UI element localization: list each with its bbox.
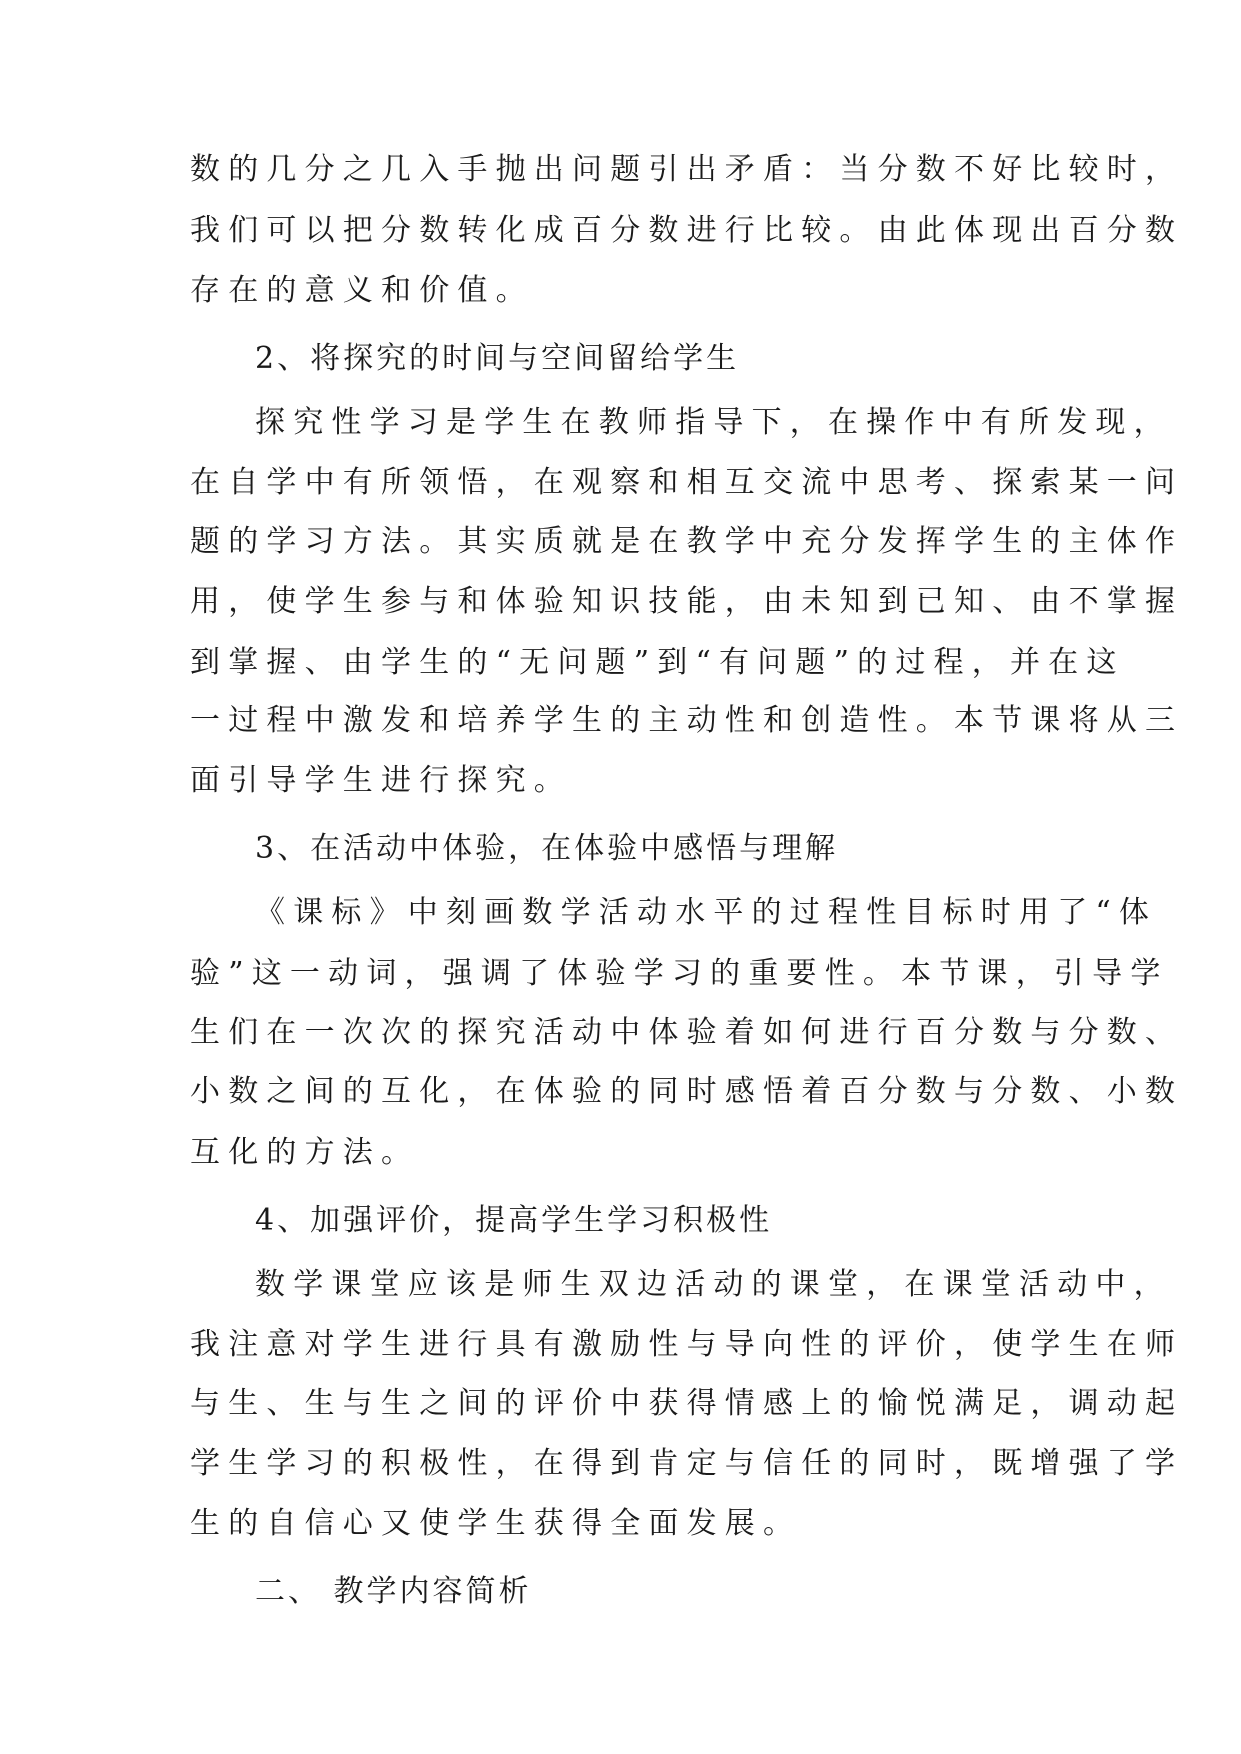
section-heading-two: 二、 教学内容简析 (255, 1574, 532, 1609)
text-line: 一过程中激发和培养学生的主动性和创造性。本节课将从三 (190, 703, 1184, 738)
text-line: 与生、生与生之间的评价中获得情感上的愉悦满足，调动起 (190, 1386, 1184, 1421)
section-heading-3: 3、在活动中体验，在体验中感悟与理解 (255, 831, 839, 866)
text-line: 验”这一动词，强调了体验学习的重要性。本节课，引导学 (190, 956, 1169, 991)
text-line: 存在的意义和价值。 (190, 273, 534, 308)
text-line: 互化的方法。 (190, 1135, 420, 1170)
text-line: 生们在一次次的探究活动中体验着如何进行百分数与分数、 (190, 1015, 1184, 1050)
text-line: 在自学中有所领悟，在观察和相互交流中思考、探索某一问 (190, 465, 1184, 500)
text-line: 小数之间的互化，在体验的同时感悟着百分数与分数、小数 (190, 1074, 1184, 1109)
text-line: 数学课堂应该是师生双边活动的课堂，在课堂活动中， (255, 1267, 1172, 1302)
text-line: 生的自信心又使学生获得全面发展。 (190, 1506, 802, 1541)
text-line: 到掌握、由学生的“无问题”到“有问题”的过程，并在这 (190, 645, 1125, 680)
text-line: 学生学习的积极性，在得到肯定与信任的同时，既增强了学 (190, 1446, 1184, 1481)
text-line: 《课标》中刻画数学活动水平的过程性目标时用了“体 (255, 895, 1158, 930)
text-line: 题的学习方法。其实质就是在教学中充分发挥学生的主体作 (190, 524, 1184, 559)
text-line: 面引导学生进行探究。 (190, 763, 572, 798)
section-heading-2: 2、将探究的时间与空间留给学生 (255, 341, 740, 376)
text-line: 探究性学习是学生在教师指导下，在操作中有所发现， (255, 405, 1172, 440)
text-line: 我们可以把分数转化成百分数进行比较。由此体现出百分数 (190, 213, 1184, 248)
text-line: 用，使学生参与和体验知识技能，由未知到已知、由不掌握 (190, 584, 1184, 619)
section-heading-4: 4、加强评价，提高学生学习积极性 (255, 1203, 773, 1238)
text-line: 我注意对学生进行具有激励性与导向性的评价，使学生在师 (190, 1327, 1184, 1362)
text-line: 数的几分之几入手抛出问题引出矛盾：当分数不好比较时， (190, 152, 1184, 187)
